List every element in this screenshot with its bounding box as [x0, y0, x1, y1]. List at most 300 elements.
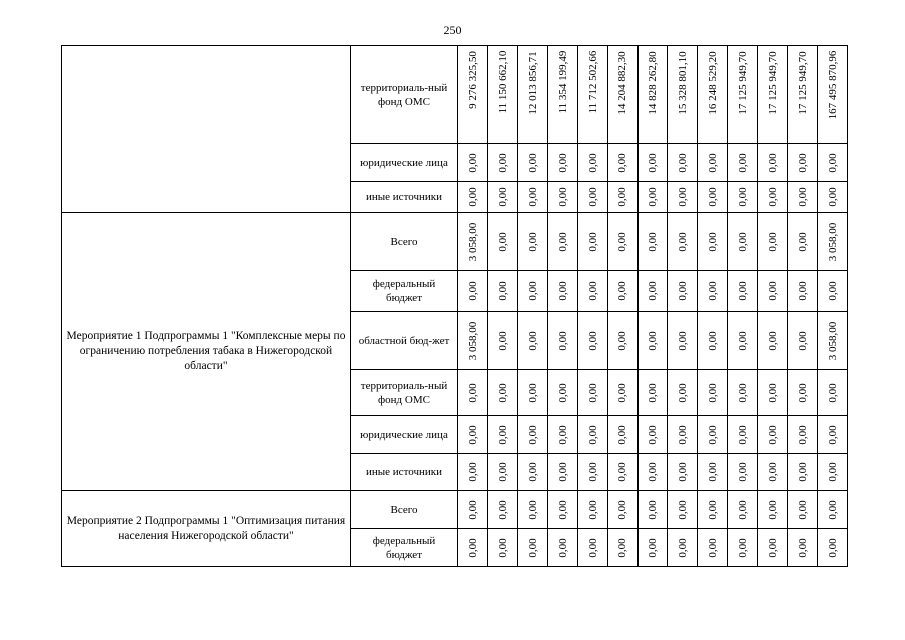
funding-source: иные источники [351, 182, 458, 213]
value-text: 0,00 [826, 462, 839, 482]
value-text: 0,00 [766, 187, 779, 207]
value-text: 0,00 [826, 537, 839, 558]
value-cell [788, 312, 818, 370]
value-text: 0,00 [766, 462, 779, 482]
value-cell [488, 454, 518, 491]
value-text: 0,00 [646, 281, 659, 301]
value-cell [818, 182, 848, 213]
value-text: 17 125 949,70 [736, 51, 749, 115]
value-text: 0,00 [616, 462, 629, 482]
value-text: 0,00 [466, 281, 479, 301]
value-cell [548, 312, 578, 370]
value-text: 0,00 [796, 462, 809, 482]
value-text: 0,00 [736, 382, 749, 403]
value-text: 0,00 [466, 537, 479, 558]
value-text: 0,00 [526, 152, 539, 173]
value-text: 0,00 [466, 187, 479, 207]
value-cell [728, 144, 758, 182]
value-cell [758, 182, 788, 213]
value-cell [458, 529, 488, 567]
value-text: 3 058,00 [826, 321, 839, 360]
value-cell [788, 491, 818, 529]
value-text: 17 125 949,70 [766, 51, 779, 115]
value-cell [578, 416, 608, 454]
value-text: 0,00 [526, 537, 539, 558]
value-cell [518, 454, 548, 491]
table-row [62, 46, 848, 144]
event-title [62, 46, 351, 213]
value-cell [488, 416, 518, 454]
value-cell [488, 312, 518, 370]
value-cell [638, 312, 668, 370]
page-number: 250 [443, 23, 462, 37]
value-cell [548, 182, 578, 213]
value-cell [758, 454, 788, 491]
value-cell [608, 370, 638, 416]
value-cell [698, 144, 728, 182]
value-text: 15 328 801,10 [676, 51, 689, 115]
value-cell [578, 46, 608, 144]
value-cell [608, 416, 638, 454]
value-text: 0,00 [796, 424, 809, 445]
value-cell [788, 182, 818, 213]
value-text: 0,00 [676, 462, 689, 482]
value-cell [698, 213, 728, 271]
value-cell [458, 416, 488, 454]
value-text: 0,00 [586, 499, 599, 520]
value-text: 11 712 502,66 [586, 51, 599, 114]
value-cell [548, 46, 578, 144]
value-text: 0,00 [556, 462, 569, 482]
value-text: 0,00 [796, 382, 809, 403]
value-text: 0,00 [556, 424, 569, 445]
funding-source: территориаль-ный фонд ОМС [351, 46, 458, 144]
value-cell [788, 271, 818, 312]
value-cell [668, 491, 698, 529]
value-text: 0,00 [586, 382, 599, 403]
value-text: 0,00 [676, 281, 689, 301]
value-cell [728, 46, 758, 144]
value-text: 0,00 [556, 152, 569, 173]
value-cell [578, 144, 608, 182]
value-text: 0,00 [796, 330, 809, 351]
value-text: 0,00 [586, 462, 599, 482]
value-cell [458, 213, 488, 271]
value-text: 0,00 [736, 462, 749, 482]
value-text: 0,00 [526, 231, 539, 252]
value-cell [728, 370, 758, 416]
value-text: 0,00 [526, 281, 539, 301]
value-cell [668, 271, 698, 312]
value-cell [608, 144, 638, 182]
value-cell [728, 182, 758, 213]
value-text: 0,00 [586, 187, 599, 207]
value-text: 0,00 [706, 499, 719, 520]
value-cell [488, 144, 518, 182]
value-cell [818, 213, 848, 271]
value-text: 0,00 [766, 424, 779, 445]
value-cell [488, 46, 518, 144]
value-text: 0,00 [826, 281, 839, 301]
value-text: 0,00 [556, 330, 569, 351]
value-text: 0,00 [496, 187, 509, 207]
value-text: 0,00 [646, 499, 659, 520]
value-text: 0,00 [586, 281, 599, 301]
value-cell [518, 529, 548, 567]
value-cell [758, 312, 788, 370]
value-cell [578, 312, 608, 370]
value-cell [638, 370, 668, 416]
table-row [62, 491, 848, 529]
value-text: 0,00 [586, 424, 599, 445]
value-text: 3 058,00 [466, 321, 479, 360]
value-text: 0,00 [466, 152, 479, 173]
funding-source: Всего [351, 213, 458, 271]
value-cell [758, 271, 788, 312]
value-cell [758, 46, 788, 144]
value-text: 0,00 [526, 462, 539, 482]
value-text: 0,00 [826, 424, 839, 445]
value-cell [578, 454, 608, 491]
value-text: 0,00 [796, 152, 809, 173]
funding-source: федеральный бюджет [351, 529, 458, 567]
funding-source: юридические лица [351, 416, 458, 454]
value-text: 0,00 [736, 424, 749, 445]
value-text: 0,00 [676, 231, 689, 252]
event-title: Мероприятие 2 Подпрограммы 1 "Оптимизация питания населения Нижегородской области" [62, 491, 351, 567]
value-cell [788, 529, 818, 567]
value-text: 0,00 [466, 382, 479, 403]
value-cell [488, 370, 518, 416]
value-text: 0,00 [826, 152, 839, 173]
value-cell [458, 370, 488, 416]
value-cell [638, 182, 668, 213]
value-text: 0,00 [736, 281, 749, 301]
value-cell [668, 529, 698, 567]
value-cell [458, 312, 488, 370]
value-text: 0,00 [736, 231, 749, 252]
value-cell [698, 370, 728, 416]
value-cell [758, 213, 788, 271]
value-cell [488, 182, 518, 213]
value-cell [518, 491, 548, 529]
value-cell [638, 46, 668, 144]
value-cell [668, 370, 698, 416]
value-text: 3 058,00 [826, 222, 839, 261]
value-cell [818, 454, 848, 491]
value-text: 0,00 [706, 537, 719, 558]
value-text: 0,00 [496, 537, 509, 558]
value-text: 14 204 882,30 [616, 51, 629, 115]
value-text: 0,00 [766, 537, 779, 558]
value-text: 0,00 [586, 330, 599, 351]
value-text: 0,00 [556, 231, 569, 252]
value-text: 0,00 [556, 382, 569, 403]
value-text: 0,00 [616, 382, 629, 403]
value-cell [548, 416, 578, 454]
value-text: 0,00 [586, 231, 599, 252]
value-text: 0,00 [676, 537, 689, 558]
value-cell [788, 144, 818, 182]
value-cell [608, 271, 638, 312]
value-text: 0,00 [526, 499, 539, 520]
value-text: 0,00 [736, 187, 749, 207]
value-cell [788, 370, 818, 416]
value-text: 167 495 870,96 [826, 51, 839, 120]
value-cell [818, 271, 848, 312]
value-cell [578, 213, 608, 271]
value-text: 0,00 [766, 382, 779, 403]
value-cell [758, 491, 788, 529]
funding-source: иные источники [351, 454, 458, 491]
value-text: 0,00 [616, 499, 629, 520]
funding-source: территориаль-ный фонд ОМС [351, 370, 458, 416]
value-cell [698, 312, 728, 370]
value-cell [698, 182, 728, 213]
value-text: 0,00 [556, 281, 569, 301]
value-text: 0,00 [706, 382, 719, 403]
value-cell [728, 213, 758, 271]
value-cell [788, 454, 818, 491]
value-cell [488, 529, 518, 567]
value-cell [608, 454, 638, 491]
value-cell [638, 416, 668, 454]
table-row [62, 213, 848, 271]
value-text: 0,00 [796, 537, 809, 558]
value-text: 0,00 [616, 231, 629, 252]
value-text: 0,00 [616, 281, 629, 301]
value-cell [488, 271, 518, 312]
value-cell [698, 46, 728, 144]
value-text: 0,00 [796, 187, 809, 207]
funding-source: юридические лица [351, 144, 458, 182]
value-cell [548, 454, 578, 491]
value-text: 17 125 949,70 [796, 51, 809, 115]
value-cell [758, 370, 788, 416]
value-text: 0,00 [646, 330, 659, 351]
value-cell [818, 370, 848, 416]
value-text: 0,00 [586, 152, 599, 173]
value-text: 0,00 [586, 537, 599, 558]
value-text: 0,00 [616, 424, 629, 445]
value-cell [458, 182, 488, 213]
value-text: 0,00 [676, 424, 689, 445]
value-cell [788, 46, 818, 144]
value-text: 0,00 [616, 152, 629, 173]
value-cell [518, 182, 548, 213]
value-text: 0,00 [466, 499, 479, 520]
value-text: 0,00 [826, 382, 839, 403]
value-cell [638, 454, 668, 491]
value-cell [818, 416, 848, 454]
value-text: 0,00 [556, 499, 569, 520]
value-text: 0,00 [466, 424, 479, 445]
value-cell [698, 271, 728, 312]
value-text: 0,00 [706, 330, 719, 351]
value-text: 0,00 [646, 187, 659, 207]
value-text: 0,00 [646, 537, 659, 558]
value-text: 0,00 [526, 187, 539, 207]
value-cell [518, 416, 548, 454]
value-text: 0,00 [676, 187, 689, 207]
value-cell [518, 271, 548, 312]
value-cell [698, 529, 728, 567]
value-text: 0,00 [706, 462, 719, 482]
value-text: 0,00 [796, 231, 809, 252]
value-cell [698, 454, 728, 491]
value-text: 0,00 [496, 152, 509, 173]
value-text: 0,00 [526, 330, 539, 351]
value-cell [638, 144, 668, 182]
value-cell [548, 144, 578, 182]
value-text: 0,00 [646, 424, 659, 445]
value-text: 0,00 [796, 281, 809, 301]
value-text: 0,00 [556, 187, 569, 207]
value-cell [518, 46, 548, 144]
value-text: 0,00 [826, 499, 839, 520]
value-text: 14 828 262,80 [646, 51, 659, 115]
value-cell [728, 454, 758, 491]
value-text: 0,00 [496, 424, 509, 445]
value-cell [548, 370, 578, 416]
value-text: 0,00 [646, 231, 659, 252]
value-text: 0,00 [796, 499, 809, 520]
value-text: 0,00 [526, 424, 539, 445]
value-text: 0,00 [496, 382, 509, 403]
value-text: 0,00 [676, 152, 689, 173]
value-text: 0,00 [706, 281, 719, 301]
value-cell [668, 416, 698, 454]
value-text: 0,00 [496, 281, 509, 301]
value-text: 0,00 [496, 462, 509, 482]
value-cell [518, 312, 548, 370]
value-cell [548, 529, 578, 567]
value-cell [728, 312, 758, 370]
value-cell [728, 416, 758, 454]
value-text: 0,00 [526, 382, 539, 403]
value-cell [788, 213, 818, 271]
value-text: 0,00 [646, 382, 659, 403]
value-cell [488, 213, 518, 271]
value-text: 11 354 199,49 [556, 51, 569, 114]
value-text: 0,00 [706, 187, 719, 207]
value-cell [488, 491, 518, 529]
value-cell [668, 213, 698, 271]
value-cell [458, 46, 488, 144]
value-text: 0,00 [646, 152, 659, 173]
value-cell [518, 370, 548, 416]
table-body [62, 46, 848, 567]
value-cell [758, 144, 788, 182]
value-cell [638, 213, 668, 271]
value-cell [578, 370, 608, 416]
value-text: 9 276 325,50 [466, 51, 479, 109]
value-cell [608, 46, 638, 144]
value-cell [638, 491, 668, 529]
value-cell [728, 271, 758, 312]
value-text: 0,00 [766, 330, 779, 351]
value-cell [518, 213, 548, 271]
value-text: 0,00 [766, 231, 779, 252]
value-text: 0,00 [766, 152, 779, 173]
value-cell [728, 529, 758, 567]
value-cell [668, 182, 698, 213]
event-title: Мероприятие 1 Подпрограммы 1 "Комплексные меры по ограничению потребления табака в Нижегородской области" [62, 213, 351, 491]
value-cell [818, 144, 848, 182]
value-cell [668, 312, 698, 370]
value-cell [578, 529, 608, 567]
value-cell [818, 529, 848, 567]
value-text: 0,00 [736, 537, 749, 558]
value-cell [518, 144, 548, 182]
value-cell [668, 454, 698, 491]
value-cell [698, 416, 728, 454]
value-text: 0,00 [496, 499, 509, 520]
value-cell [578, 491, 608, 529]
value-text: 0,00 [766, 499, 779, 520]
value-text: 3 058,00 [466, 222, 479, 261]
value-cell [608, 491, 638, 529]
value-cell [458, 144, 488, 182]
value-text: 11 150 662,10 [496, 51, 509, 114]
value-cell [668, 144, 698, 182]
value-cell [578, 182, 608, 213]
value-text: 0,00 [676, 330, 689, 351]
value-text: 12 013 856,71 [526, 51, 539, 115]
value-cell [818, 312, 848, 370]
value-text: 0,00 [736, 499, 749, 520]
value-cell [788, 416, 818, 454]
value-text: 0,00 [736, 152, 749, 173]
value-cell [608, 213, 638, 271]
value-cell [608, 312, 638, 370]
value-text: 0,00 [706, 152, 719, 173]
value-cell [608, 182, 638, 213]
value-text: 0,00 [466, 462, 479, 482]
value-text: 0,00 [826, 187, 839, 207]
value-cell [548, 271, 578, 312]
value-cell [548, 491, 578, 529]
funding-source: федеральный бюджет [351, 271, 458, 312]
value-text: 0,00 [496, 330, 509, 351]
value-cell [758, 416, 788, 454]
value-text: 0,00 [706, 424, 719, 445]
value-text: 0,00 [616, 330, 629, 351]
value-text: 0,00 [616, 187, 629, 207]
value-cell [728, 491, 758, 529]
funding-source: Всего [351, 491, 458, 529]
value-text: 0,00 [706, 231, 719, 252]
value-cell [548, 213, 578, 271]
value-text: 0,00 [556, 537, 569, 558]
value-text: 0,00 [736, 330, 749, 351]
value-cell [638, 529, 668, 567]
value-cell [668, 46, 698, 144]
funding-table [61, 45, 848, 567]
value-cell [698, 491, 728, 529]
value-cell [458, 271, 488, 312]
value-cell [638, 271, 668, 312]
value-cell [458, 491, 488, 529]
value-cell [818, 46, 848, 144]
value-text: 0,00 [766, 281, 779, 301]
value-text: 0,00 [616, 537, 629, 558]
value-text: 0,00 [496, 231, 509, 252]
value-text: 0,00 [676, 382, 689, 403]
funding-source: областной бюд-жет [351, 312, 458, 370]
value-cell [818, 491, 848, 529]
value-text: 0,00 [646, 462, 659, 482]
